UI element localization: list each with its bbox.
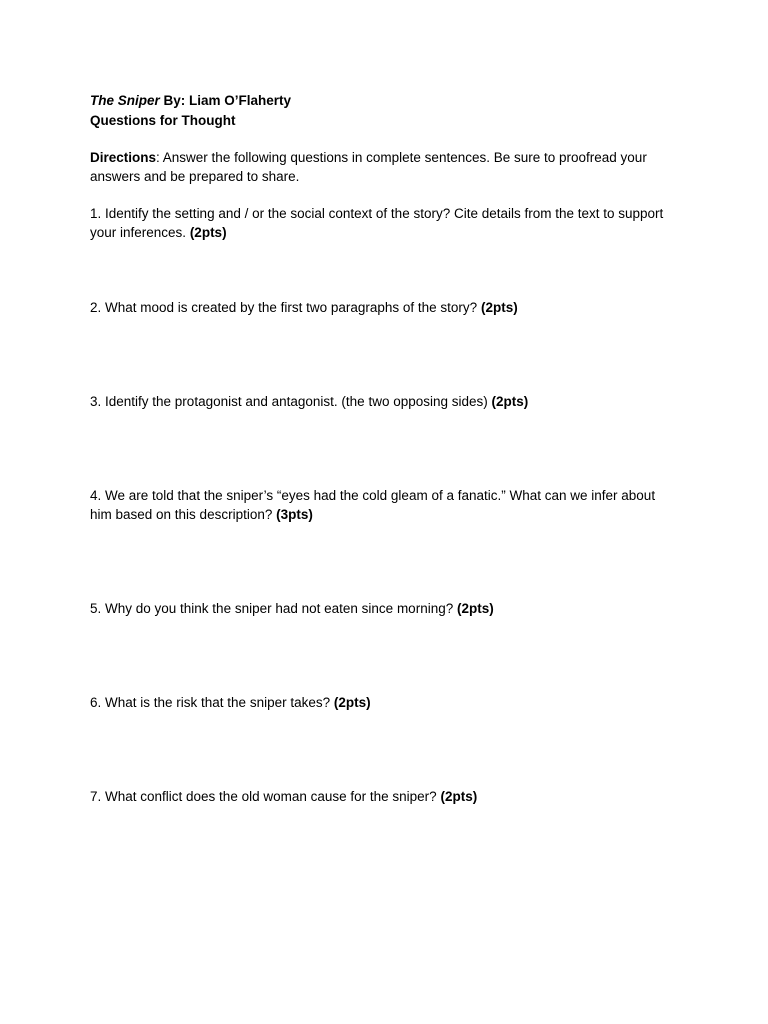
question-6	[90, 693, 690, 712]
question-text: 6. What is the risk that the sniper takes?	[90, 695, 334, 710]
question-1	[90, 204, 690, 242]
question-text: 4. We are told that the sniper’s “eyes had the cold gleam of a fanatic.” What can we infer about him based on this description?	[90, 488, 656, 522]
worksheet-title	[90, 91, 690, 110]
question-5	[90, 599, 690, 618]
question-2	[90, 298, 690, 317]
story-title: The Sniper	[90, 93, 160, 108]
question-points: (2pts)	[491, 394, 529, 409]
question-text: 5. Why do you think the sniper had not eaten since morning?	[90, 601, 457, 616]
question-text: 2. What mood is created by the first two paragraphs of the story?	[90, 300, 481, 315]
question-points: (2pts)	[333, 695, 371, 710]
question-7	[90, 787, 690, 806]
worksheet-subtitle: Questions for Thought	[90, 113, 236, 128]
question-points: (3pts)	[276, 507, 313, 522]
question-4	[90, 486, 680, 524]
question-points: (2pts)	[189, 225, 227, 240]
question-3	[90, 392, 690, 411]
author-byline: By: Liam O’Flaherty	[159, 93, 292, 108]
directions-text: : Answer the following questions in complete sentences. Be sure to proofread your answers and be prepared to share.	[90, 150, 647, 184]
question-text: 3. Identify the protagonist and antagonist. (the two opposing sides)	[90, 394, 492, 409]
question-points: (2pts)	[456, 601, 494, 616]
question-text: 1. Identify the setting and / or the social context of the story? Cite details from the text to support your inferences.	[90, 206, 664, 240]
directions-paragraph	[90, 148, 680, 186]
question-text: 7. What conflict does the old woman cause for the sniper?	[90, 789, 441, 804]
directions-label: Directions	[90, 150, 157, 165]
question-points: (2pts)	[440, 789, 478, 804]
question-points: (2pts)	[480, 300, 518, 315]
